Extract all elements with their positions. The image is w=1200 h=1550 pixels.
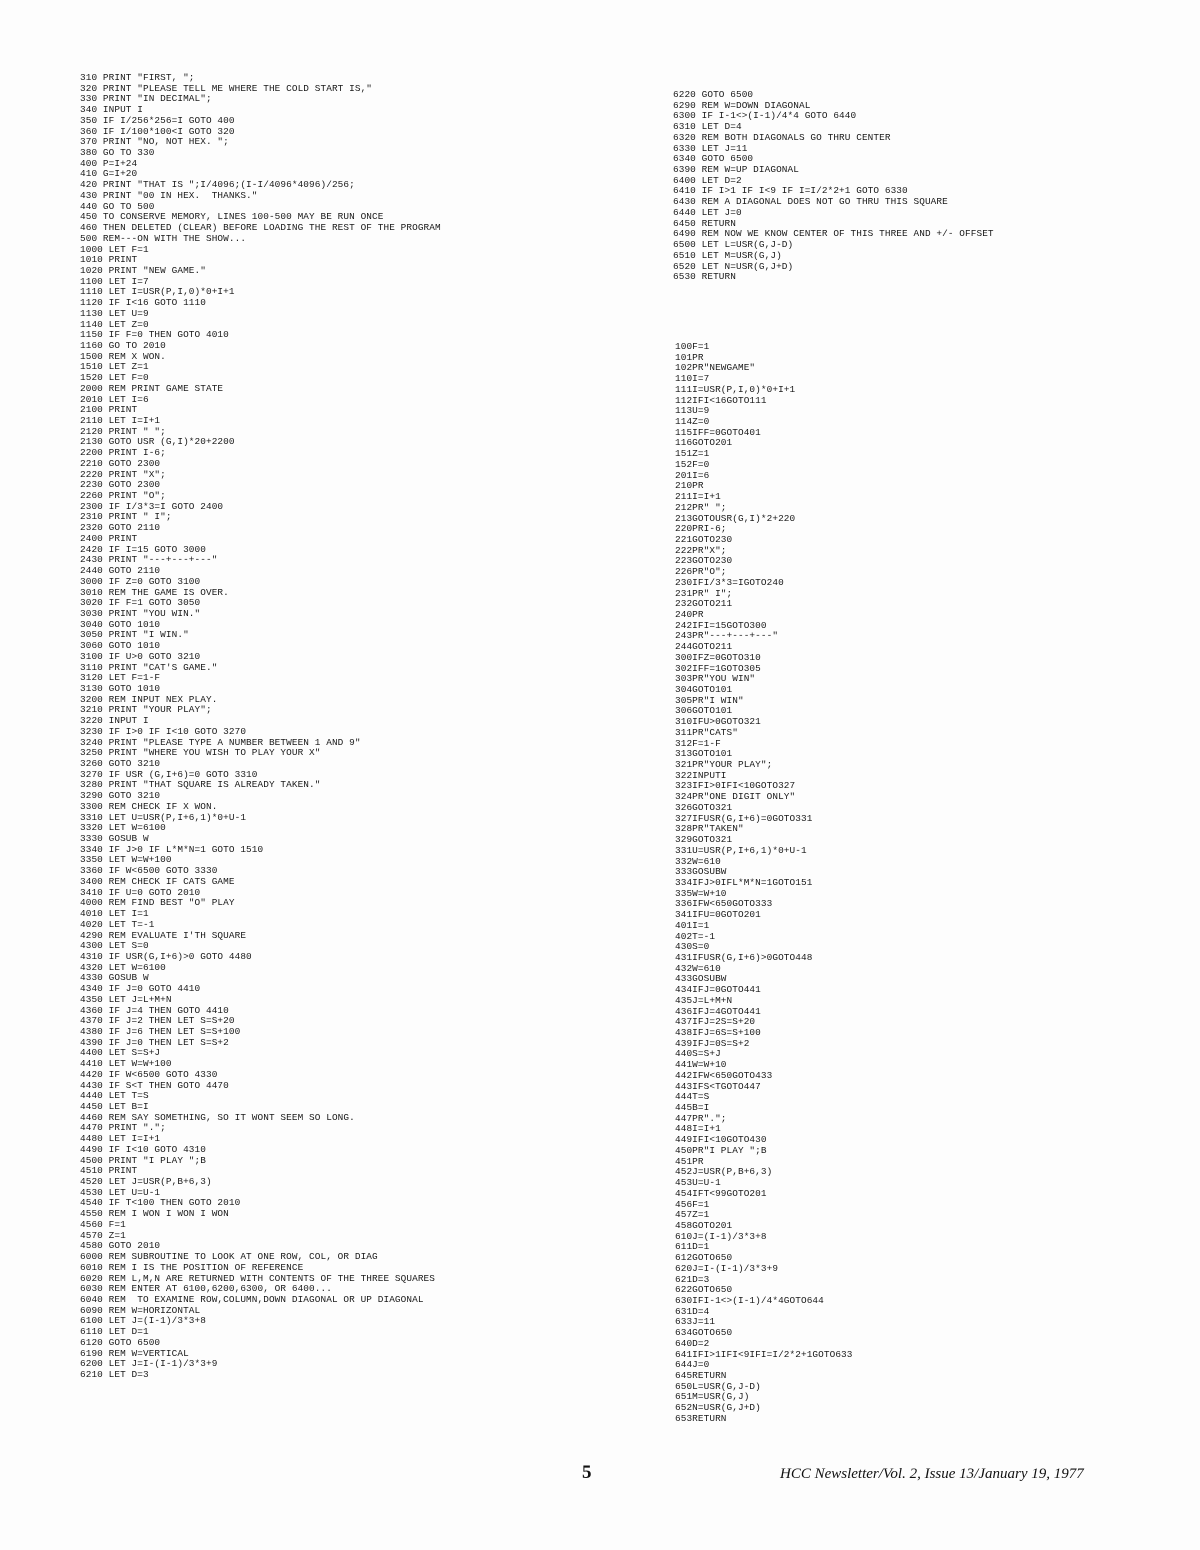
code-line: 1510 LET Z=1 (80, 361, 149, 373)
code-line: 2120 PRINT " "; (80, 425, 166, 437)
code-line: 456F=1 (675, 1198, 710, 1210)
code-line: 450PR"I PLAY ";B (675, 1144, 767, 1156)
code-line: 4330 GOSUB W (80, 972, 149, 984)
code-line: 4290 REM EVALUATE I'TH SQUARE (80, 929, 247, 941)
code-line: 2220 PRINT "X"; (80, 468, 166, 480)
code-line: 458GOTO201 (675, 1219, 733, 1231)
code-line: 4580 GOTO 2010 (80, 1240, 161, 1252)
code-line: 4400 LET S=S+J (80, 1047, 161, 1059)
code-line: 6500 LET L=USR(G,J-D) (673, 239, 794, 251)
code-line: 3060 GOTO 1010 (80, 640, 161, 652)
code-line: 3110 PRINT "CAT'S GAME." (80, 661, 218, 673)
code-line: 4510 PRINT (80, 1165, 138, 1177)
code-line: 113U=9 (675, 405, 710, 417)
code-line: 430 PRINT "00 IN HEX. THANKS." (80, 189, 258, 201)
code-line: 2430 PRINT "---+---+---" (80, 554, 218, 566)
code-line: 4420 IF W<6500 GOTO 4330 (80, 1068, 218, 1080)
code-line: 435J=L+M+N (675, 994, 733, 1006)
code-line: 444T=S (675, 1091, 710, 1103)
code-line: 6290 REM W=DOWN DIAGONAL (673, 99, 811, 111)
code-line: 2000 REM PRINT GAME STATE (80, 382, 224, 394)
code-line: 652N=USR(G,J+D) (675, 1402, 761, 1414)
code-line: 212PR" "; (675, 501, 727, 513)
code-line: 6510 LET M=USR(G,J) (673, 249, 782, 261)
code-line: 333GOSUBW (675, 866, 727, 878)
code-line: 6320 REM BOTH DIAGONALS GO THRU CENTER (673, 131, 891, 143)
code-line: 4480 LET I=I+1 (80, 1133, 161, 1145)
code-line: 1500 REM X WON. (80, 350, 166, 362)
code-line: 310 PRINT "FIRST, "; (80, 72, 195, 83)
code-line: 420 PRINT "THAT IS ";I/4096;(I-I/4096*4096)/256; (80, 179, 355, 191)
code-line: 3000 IF Z=0 GOTO 3100 (80, 575, 201, 587)
code-line: 360 IF I/100*100<I GOTO 320 (80, 125, 235, 137)
code-line: 610J=(I-1)/3*3+8 (675, 1230, 767, 1242)
code-line: 350 IF I/256*256=I GOTO 400 (80, 114, 235, 126)
code-line: 326GOTO321 (675, 801, 733, 813)
code-line: 3300 REM CHECK IF X WON. (80, 800, 218, 812)
code-line: 3030 PRINT "YOU WIN." (80, 607, 201, 619)
code-line: 6040 REM TO EXAMINE ROW,COLUMN,DOWN DIAGONAL OR UP DIAGONAL (80, 1293, 424, 1305)
code-line: 328PR"TAKEN" (675, 823, 744, 835)
code-line: 3130 GOTO 1010 (80, 682, 161, 694)
code-line: 2010 LET I=6 (80, 393, 149, 405)
code-line: 402T=-1 (675, 930, 716, 942)
code-line: 327IFUSR(G,I+6)=0GOTO331 (675, 812, 813, 824)
code-line: 341IFU=0GOTO201 (675, 909, 761, 921)
code-line: 3230 IF I>0 IF I<10 GOTO 3270 (80, 725, 247, 737)
code-line: 312F=1-F (675, 737, 721, 749)
code-line: 6210 LET D=3 (80, 1368, 149, 1380)
code-line: 201I=6 (675, 469, 710, 481)
code-line: 3120 LET F=1-F (80, 672, 161, 684)
code-line: 4560 F=1 (80, 1218, 126, 1230)
code-line: 4310 IF USR(G,I+6)>0 GOTO 4480 (80, 950, 252, 962)
code-line: 653RETURN (675, 1412, 727, 1424)
code-line: 102PR"NEWGAME" (675, 362, 756, 374)
code-line: 211I=I+1 (675, 491, 721, 503)
code-line: 6030 REM ENTER AT 6100,6200,6300, OR 6400... (80, 1283, 332, 1295)
right-bottom-compact-listing (675, 342, 853, 1425)
code-line: 4490 IF I<10 GOTO 4310 (80, 1143, 206, 1155)
code-line: 431IFUSR(G,I+6)>0GOTO448 (675, 951, 813, 963)
code-line: 430S=0 (675, 941, 710, 953)
code-line: 340 INPUT I (80, 104, 143, 116)
code-line: 3100 IF U>0 GOTO 3210 (80, 650, 201, 662)
code-line: 1010 PRINT (80, 254, 138, 266)
code-line: 244GOTO211 (675, 641, 733, 653)
code-line: 330 PRINT "IN DECIMAL"; (80, 93, 212, 105)
code-line: 4360 IF J=4 THEN GOTO 4410 (80, 1004, 229, 1016)
code-line: 6490 REM NOW WE KNOW CENTER OF THIS THREE AND +/- OFFSET (673, 228, 994, 240)
code-line: 1100 LET I=7 (80, 275, 149, 287)
code-line: 6100 LET J=(I-1)/3*3+8 (80, 1315, 206, 1327)
code-line: 440 GO TO 500 (80, 200, 155, 212)
code-line: 449IFI<10GOTO430 (675, 1134, 767, 1146)
code-line: 380 GO TO 330 (80, 147, 155, 159)
code-line: 438IFJ=6S=S+100 (675, 1027, 761, 1038)
code-line: 434IFJ=0GOTO441 (675, 984, 761, 996)
code-line: 650L=USR(G,J-D) (675, 1380, 761, 1392)
code-line: 4540 IF T<100 THEN GOTO 2010 (80, 1197, 241, 1209)
code-line: 313GOTO101 (675, 748, 733, 760)
left-code-listing (80, 73, 441, 1381)
code-line: 4300 LET S=0 (80, 940, 149, 952)
code-line: 226PR"O"; (675, 566, 727, 578)
code-line: 6000 REM SUBROUTINE TO LOOK AT ONE ROW, COL, OR DIAG (80, 1251, 378, 1263)
code-line: 2230 GOTO 2300 (80, 479, 161, 491)
code-line: 321PR"YOUR PLAY"; (675, 759, 773, 771)
code-line: 2400 PRINT (80, 532, 138, 544)
code-line: 3330 GOSUB W (80, 833, 149, 845)
code-line: 1110 LET I=USR(P,I,0)*0+I+1 (80, 286, 235, 298)
code-line: 334IFJ>0IFL*M*N=1GOTO151 (675, 876, 813, 888)
code-line: 651M=USR(G,J) (675, 1391, 750, 1403)
code-line: 500 REM---ON WITH THE SHOW... (80, 232, 247, 244)
code-line: 631D=4 (675, 1305, 710, 1317)
code-line: 644J=0 (675, 1359, 710, 1371)
code-line: 6450 RETURN (673, 217, 736, 229)
code-line: 4430 IF S<T THEN GOTO 4470 (80, 1079, 229, 1091)
code-line: 3050 PRINT "I WIN." (80, 629, 189, 641)
code-line: 331U=USR(P,I+6,1)*0+U-1 (675, 844, 807, 856)
code-line: 6400 LET D=2 (673, 174, 742, 186)
code-line: 640D=2 (675, 1337, 710, 1349)
code-line: 2200 PRINT I-6; (80, 447, 166, 459)
code-line: 304GOTO101 (675, 684, 733, 695)
code-line: 370 PRINT "NO, NOT HEX. "; (80, 136, 229, 148)
code-line: 436IFJ=4GOTO441 (675, 1005, 761, 1017)
code-line: 6300 IF I-1<>(I-1)/4*4 GOTO 6440 (673, 110, 857, 122)
code-line: 3250 PRINT "WHERE YOU WISH TO PLAY YOUR X" (80, 747, 321, 759)
code-line: 2440 GOTO 2110 (80, 565, 161, 577)
code-line: 323IFI>0IFI<10GOTO327 (675, 780, 796, 792)
code-line: 2110 LET I=I+1 (80, 415, 161, 426)
code-line: 4410 LET W=W+100 (80, 1058, 172, 1070)
code-line: 3310 LET U=USR(P,I+6,1)*0+U-1 (80, 811, 247, 823)
code-line: 306GOTO101 (675, 705, 733, 717)
code-line: 329GOTO321 (675, 834, 733, 846)
code-line: 400 P=I+24 (80, 157, 138, 169)
code-line: 645RETURN (675, 1370, 727, 1381)
code-line: 110I=7 (675, 373, 710, 385)
code-line: 4020 LET T=-1 (80, 918, 155, 930)
code-line: 1120 IF I<16 GOTO 1110 (80, 297, 206, 309)
code-line: 4340 IF J=0 GOTO 4410 (80, 983, 201, 995)
code-line: 231PR" I"; (675, 587, 733, 599)
code-line: 445B=I (675, 1102, 710, 1114)
code-line: 612GOTO650 (675, 1252, 733, 1264)
code-line: 6220 GOTO 6500 (673, 89, 754, 100)
code-line: 460 THEN DELETED (CLEAR) BEFORE LOADING THE REST OF THE PROGRAM (80, 222, 441, 234)
code-line: 633J=11 (675, 1316, 716, 1328)
code-line: 100F=1 (675, 341, 710, 352)
code-line: 453U=U-1 (675, 1177, 721, 1189)
code-line: 1130 LET U=9 (80, 307, 149, 319)
code-line: 305PR"I WIN" (675, 694, 744, 706)
code-line: 1140 LET Z=0 (80, 318, 149, 330)
code-line: 3020 IF F=1 GOTO 3050 (80, 597, 201, 609)
code-line: 230IFI/3*3=IGOTO240 (675, 576, 784, 588)
code-line: 335W=W+10 (675, 887, 727, 899)
code-line: 221GOTO230 (675, 533, 733, 545)
code-line: 4530 LET U=U-1 (80, 1186, 161, 1198)
code-line: 220PRI-6; (675, 523, 727, 535)
code-line: 310IFU>0GOTO321 (675, 716, 761, 728)
code-line: 1520 LET F=0 (80, 372, 149, 384)
code-line: 6090 REM W=HORIZONTAL (80, 1304, 201, 1316)
code-line: 6110 LET D=1 (80, 1326, 149, 1338)
code-line: 4460 REM SAY SOMETHING, SO IT WONT SEEM SO LONG. (80, 1111, 355, 1123)
code-line: 6190 REM W=VERTICAL (80, 1347, 189, 1359)
code-line: 302IFF=1GOTO305 (675, 662, 761, 674)
right-top-code-listing (673, 90, 994, 283)
code-line: 2260 PRINT "O"; (80, 490, 166, 502)
code-line: 620J=I-(I-1)/3*3+9 (675, 1262, 779, 1274)
code-line: 6120 GOTO 6500 (80, 1336, 161, 1348)
code-line: 6440 LET J=0 (673, 206, 742, 218)
code-line: 4350 LET J=L+M+N (80, 993, 172, 1005)
code-line: 332W=610 (675, 855, 721, 867)
code-line: 433GOSUBW (675, 973, 727, 985)
code-line: 2300 IF I/3*3=I GOTO 2400 (80, 500, 224, 512)
code-line: 1000 LET F=1 (80, 243, 149, 255)
code-line: 1160 GO TO 2010 (80, 339, 166, 351)
code-line: 3400 REM CHECK IF CATS GAME (80, 875, 235, 887)
code-line: 447PR"."; (675, 1112, 727, 1124)
footer-citation: HCC Newsletter/Vol. 2, Issue 13/January 19, 1977 (780, 1466, 1084, 1482)
code-line: 450 TO CONSERVE MEMORY, LINES 100-500 MAY BE RUN ONCE (80, 211, 384, 223)
code-line: 3010 REM THE GAME IS OVER. (80, 586, 229, 598)
code-line: 3210 PRINT "YOUR PLAY"; (80, 704, 212, 716)
code-line: 311PR"CATS" (675, 726, 738, 738)
code-line: 210PR (675, 480, 704, 492)
code-line: 432W=610 (675, 962, 721, 974)
code-line: 6390 REM W=UP DIAGONAL (673, 164, 799, 176)
code-line: 1020 PRINT "NEW GAME." (80, 264, 206, 276)
code-line: 2320 GOTO 2110 (80, 522, 161, 534)
code-line: 443IFS<TGOTO447 (675, 1080, 761, 1092)
code-line: 6430 REM A DIAGONAL DOES NOT GO THRU THIS SQUARE (673, 196, 948, 208)
code-line: 6410 IF I>1 IF I<9 IF I=I/2*2+1 GOTO 6330 (673, 185, 908, 197)
code-line: 457Z=1 (675, 1209, 710, 1221)
code-line: 2130 GOTO USR (G,I)*20+2200 (80, 436, 235, 448)
code-line: 622GOTO650 (675, 1284, 733, 1296)
code-line: 303PR"YOU WIN" (675, 673, 756, 685)
code-line: 111I=USR(P,I,0)*0+I+1 (675, 383, 796, 395)
code-line: 152F=0 (675, 458, 710, 470)
code-line: 410 G=I+20 (80, 168, 138, 180)
code-line: 451PR (675, 1155, 704, 1167)
code-line: 6530 RETURN (673, 271, 736, 283)
code-line: 320 PRINT "PLEASE TELL ME WHERE THE COLD START IS," (80, 82, 373, 94)
code-line: 6330 LET J=11 (673, 142, 748, 154)
code-line: 324PR"ONE DIGIT ONLY" (675, 791, 796, 803)
code-line: 6020 REM L,M,N ARE RETURNED WITH CONTENTS OF THE THREE SQUARES (80, 1272, 436, 1284)
code-line: 336IFW<650GOTO333 (675, 898, 773, 910)
code-line: 116GOTO201 (675, 437, 733, 449)
code-line: 437IFJ=2S=S+20 (675, 1016, 756, 1028)
code-line: 4370 IF J=2 THEN LET S=S+20 (80, 1015, 235, 1027)
code-line: 452J=USR(P,B+6,3) (675, 1166, 773, 1178)
code-line: 4470 PRINT "."; (80, 1122, 166, 1134)
code-line: 1150 IF F=0 THEN GOTO 4010 (80, 329, 229, 341)
code-line: 3410 IF U=0 GOTO 2010 (80, 886, 201, 898)
code-line: 6520 LET N=USR(G,J+D) (673, 260, 794, 272)
code-line: 439IFJ=0S=S+2 (675, 1037, 750, 1049)
code-line: 630IFI-1<>(I-1)/4*4GOTO644 (675, 1294, 824, 1306)
code-line: 222PR"X"; (675, 544, 727, 556)
code-line: 3220 INPUT I (80, 715, 149, 727)
code-line: 3320 LET W=6100 (80, 822, 166, 834)
code-line: 634GOTO650 (675, 1327, 733, 1339)
code-line: 300IFZ=0GOTO310 (675, 651, 761, 663)
code-line: 151Z=1 (675, 448, 710, 460)
code-line: 232GOTO211 (675, 598, 733, 610)
code-line: 442IFW<650GOTO433 (675, 1069, 773, 1081)
code-line: 3270 IF USR (G,I+6)=0 GOTO 3310 (80, 768, 258, 780)
code-line: 621D=3 (675, 1273, 710, 1285)
code-line: 242IFI=15GOTO300 (675, 619, 767, 631)
code-line: 213GOTOUSR(G,I)*2+220 (675, 512, 796, 524)
code-line: 115IFF=0GOTO401 (675, 426, 761, 438)
code-line: 448I=I+1 (675, 1123, 721, 1135)
code-line: 454IFT<99GOTO201 (675, 1187, 767, 1199)
code-line: 4450 LET B=I (80, 1101, 149, 1112)
code-line: 3350 LET W=W+100 (80, 854, 172, 866)
code-line: 240PR (675, 608, 704, 620)
code-line: 401I=1 (675, 919, 710, 931)
code-line: 3040 GOTO 1010 (80, 618, 161, 630)
code-line: 6010 REM I IS THE POSITION OF REFERENCE (80, 1261, 304, 1273)
code-line: 4000 REM FIND BEST "O" PLAY (80, 897, 235, 909)
code-line: 611D=1 (675, 1241, 710, 1253)
code-line: 3240 PRINT "PLEASE TYPE A NUMBER BETWEEN 1 AND 9" (80, 736, 361, 748)
code-line: 2420 IF I=15 GOTO 3000 (80, 543, 206, 555)
code-line: 3260 GOTO 3210 (80, 758, 161, 769)
code-line: 440S=S+J (675, 1048, 721, 1060)
code-line: 2310 PRINT " I"; (80, 511, 172, 523)
code-line: 4390 IF J=0 THEN LET S=S+2 (80, 1036, 229, 1048)
code-line: 3340 IF J>0 IF L*M*N=1 GOTO 1510 (80, 843, 264, 855)
code-line: 4380 IF J=6 THEN LET S=S+100 (80, 1025, 241, 1037)
code-line: 6340 GOTO 6500 (673, 153, 754, 165)
page-number: 5 (582, 1462, 592, 1483)
code-line: 3280 PRINT "THAT SQUARE IS ALREADY TAKEN." (80, 779, 321, 791)
code-line: 4010 LET I=1 (80, 908, 149, 920)
code-line: 4500 PRINT "I PLAY ";B (80, 1154, 206, 1166)
code-line: 3360 IF W<6500 GOTO 3330 (80, 865, 218, 877)
code-line: 4520 LET J=USR(P,B+6,3) (80, 1176, 212, 1188)
code-line: 243PR"---+---+---" (675, 630, 779, 642)
code-line: 6310 LET D=4 (673, 121, 742, 133)
code-line: 6200 LET J=I-(I-1)/3*3+9 (80, 1358, 218, 1370)
code-line: 223GOTO230 (675, 555, 733, 567)
code-line: 4320 LET W=6100 (80, 961, 166, 973)
code-line: 3200 REM INPUT NEX PLAY. (80, 693, 218, 705)
code-line: 4550 REM I WON I WON I WON (80, 1208, 229, 1220)
code-line: 114Z=0 (675, 416, 710, 428)
code-line: 112IFI<16GOTO111 (675, 394, 767, 406)
code-line: 322INPUTI (675, 769, 727, 781)
code-line: 4440 LET T=S (80, 1090, 149, 1102)
code-line: 101PR (675, 351, 704, 363)
code-line: 3290 GOTO 3210 (80, 790, 161, 802)
code-line: 641IFI>1IFI<9IFI=I/2*2+1GOTO633 (675, 1348, 853, 1360)
code-line: 4570 Z=1 (80, 1229, 126, 1241)
code-line: 2100 PRINT (80, 404, 138, 416)
code-line: 2210 GOTO 2300 (80, 457, 161, 469)
code-line: 441W=W+10 (675, 1059, 727, 1071)
